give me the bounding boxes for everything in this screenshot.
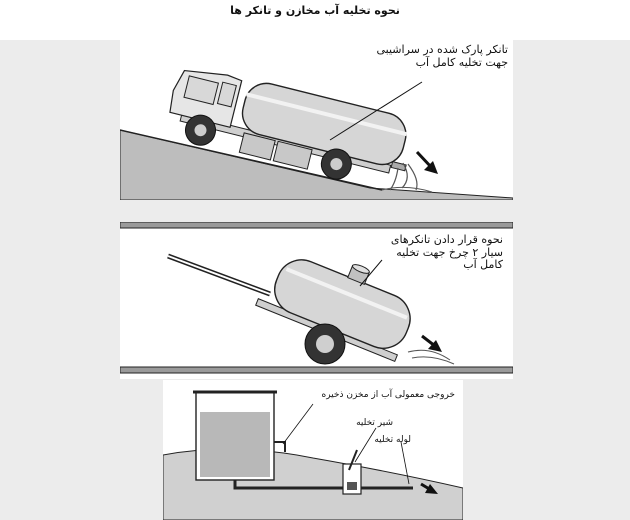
trailer-label-line2: سیار ۲ چرخ جهت تخلیه (396, 245, 503, 259)
truck-label-line1: تانکر پارک شده در سراشیبی (376, 43, 508, 56)
ground-bar (120, 367, 513, 373)
pointer-line-outlet (283, 404, 313, 444)
flow-arrow-2 (422, 336, 442, 352)
water-splash-2 (408, 350, 454, 364)
pointer-line-valve (355, 428, 376, 462)
page-title: نحوه تخلیه آب مخازن و تانکر ها (230, 4, 400, 17)
storage-tank-figure (163, 380, 463, 520)
truck-label-line2: جهت تخلیه کامل آب (415, 55, 508, 69)
trailer-label-line1: نحوه قرار دادن تانکرهای (390, 233, 503, 246)
outlet-label: خروجی معمولی آب از مخزن ذخیره (321, 390, 455, 400)
truck-tanker-figure (120, 40, 513, 200)
pipe-label: لوله تخلیه (374, 435, 411, 445)
valve-label: شیر تخلیه (356, 418, 393, 428)
truck-tanker-label (376, 44, 508, 69)
tank-water (200, 412, 270, 477)
flow-arrow-1 (417, 152, 438, 174)
top-bar (120, 222, 513, 228)
trailer-tanker-figure (120, 222, 513, 379)
trailer-tanker-label (391, 234, 503, 272)
trailer-label-line3: کامل آب (463, 258, 503, 272)
storage-tank-drawing (163, 380, 463, 520)
